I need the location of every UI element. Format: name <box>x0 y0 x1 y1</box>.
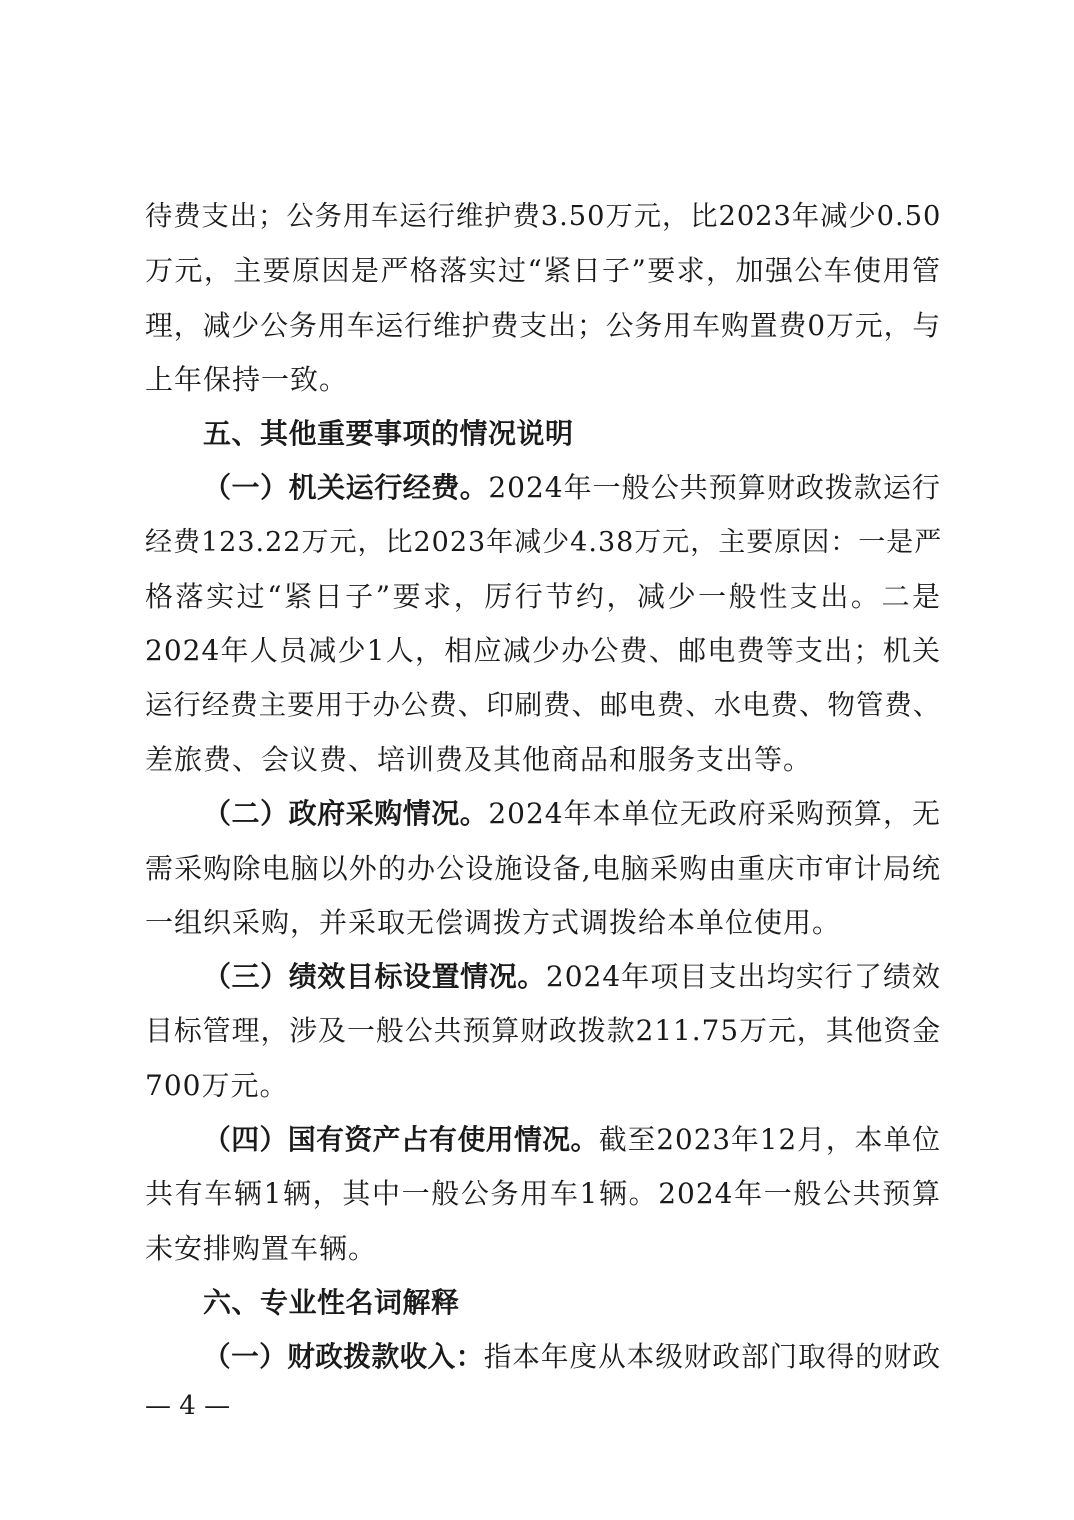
section-heading <box>145 1276 941 1330</box>
paragraph-lead: （二）政府采购情况。 <box>203 797 489 831</box>
paragraph-line <box>145 190 941 244</box>
paragraph-line <box>145 896 941 950</box>
paragraph-line <box>145 1222 941 1276</box>
line-text: 一组织采购，并采取无偿调拨方式调拨给本单位使用。 <box>145 905 842 939</box>
paragraph-line <box>145 516 941 570</box>
paragraph-line <box>145 1059 941 1113</box>
paragraph-lead: （一）机关运行经费。 <box>203 471 489 505</box>
paragraph-line <box>145 570 941 624</box>
document-body <box>145 190 941 1385</box>
line-text: 差旅费、会议费、培训费及其他商品和服务支出等。 <box>145 742 813 776</box>
line-text: 截至2023年12月，本单位 <box>598 1123 941 1157</box>
page-number: — 4 — <box>145 1391 231 1421</box>
line-text: 指本年度从本级财政部门取得的财政 <box>483 1340 942 1374</box>
line-text: 目标管理，涉及一般公共预算财政拨款211.75万元，其他资金 <box>145 1014 942 1048</box>
paragraph-first-line <box>145 1330 941 1384</box>
paragraph-first-line <box>145 787 941 841</box>
line-text: 万元，主要原因是严格落实过“紧日子”要求，加强公车使用管 <box>145 254 941 288</box>
paragraph-line <box>145 353 941 407</box>
section-heading <box>145 407 941 461</box>
line-text: 待费支出；公务用车运行维护费3.50万元，比2023年减少0.50 <box>145 201 942 232</box>
paragraph-line <box>145 1167 941 1221</box>
paragraph-line <box>145 679 941 733</box>
paragraph-lead: （四）国有资产占有使用情况。 <box>203 1123 599 1157</box>
paragraph-line <box>145 299 941 353</box>
line-text: 运行经费主要用于办公费、印刷费、邮电费、水电费、物管费、 <box>145 689 942 721</box>
paragraph-lead: （三）绩效目标设置情况。 <box>203 960 546 994</box>
paragraph-first-line <box>145 1113 941 1167</box>
paragraph-lead: （一）财政拨款收入： <box>203 1340 484 1374</box>
line-text: 2024年人员减少1人，相应减少办公费、邮电费等支出；机关 <box>145 634 941 668</box>
line-text: 理，减少公务用车运行维护费支出；公务用车购置费0万元，与 <box>145 308 942 342</box>
paragraph-line <box>145 624 941 678</box>
line-text: 上年保持一致。 <box>145 362 349 396</box>
line-text: 五、其他重要事项的情况说明 <box>203 417 574 451</box>
line-text: 共有车辆1辆，其中一般公务用车1辆。2024年一般公共预算 <box>145 1177 941 1211</box>
paragraph-line <box>145 244 941 298</box>
line-text: 未安排购置车辆。 <box>145 1231 378 1265</box>
paragraph-line <box>145 1004 941 1058</box>
line-text: 需采购除电脑以外的办公设施设备,电脑采购由重庆市审计局统 <box>145 851 941 885</box>
paragraph-line <box>145 842 941 896</box>
line-text: 六、专业性名词解释 <box>203 1285 460 1319</box>
line-text: 2024年项目支出均实行了绩效 <box>545 960 941 994</box>
line-text: 2024年本单位无政府采购预算，无 <box>488 797 941 831</box>
line-text: 2024年一般公共预算财政拨款运行 <box>488 471 941 505</box>
line-text: 700万元。 <box>145 1068 289 1102</box>
line-text: 经费123.22万元，比2023年减少4.38万元，主要原因：一是严 <box>145 526 943 558</box>
line-text: 格落实过“紧日子”要求，厉行节约，减少一般性支出。二是 <box>145 580 941 614</box>
paragraph-first-line <box>145 950 941 1004</box>
paragraph-first-line <box>145 461 941 515</box>
paragraph-line <box>145 733 941 787</box>
